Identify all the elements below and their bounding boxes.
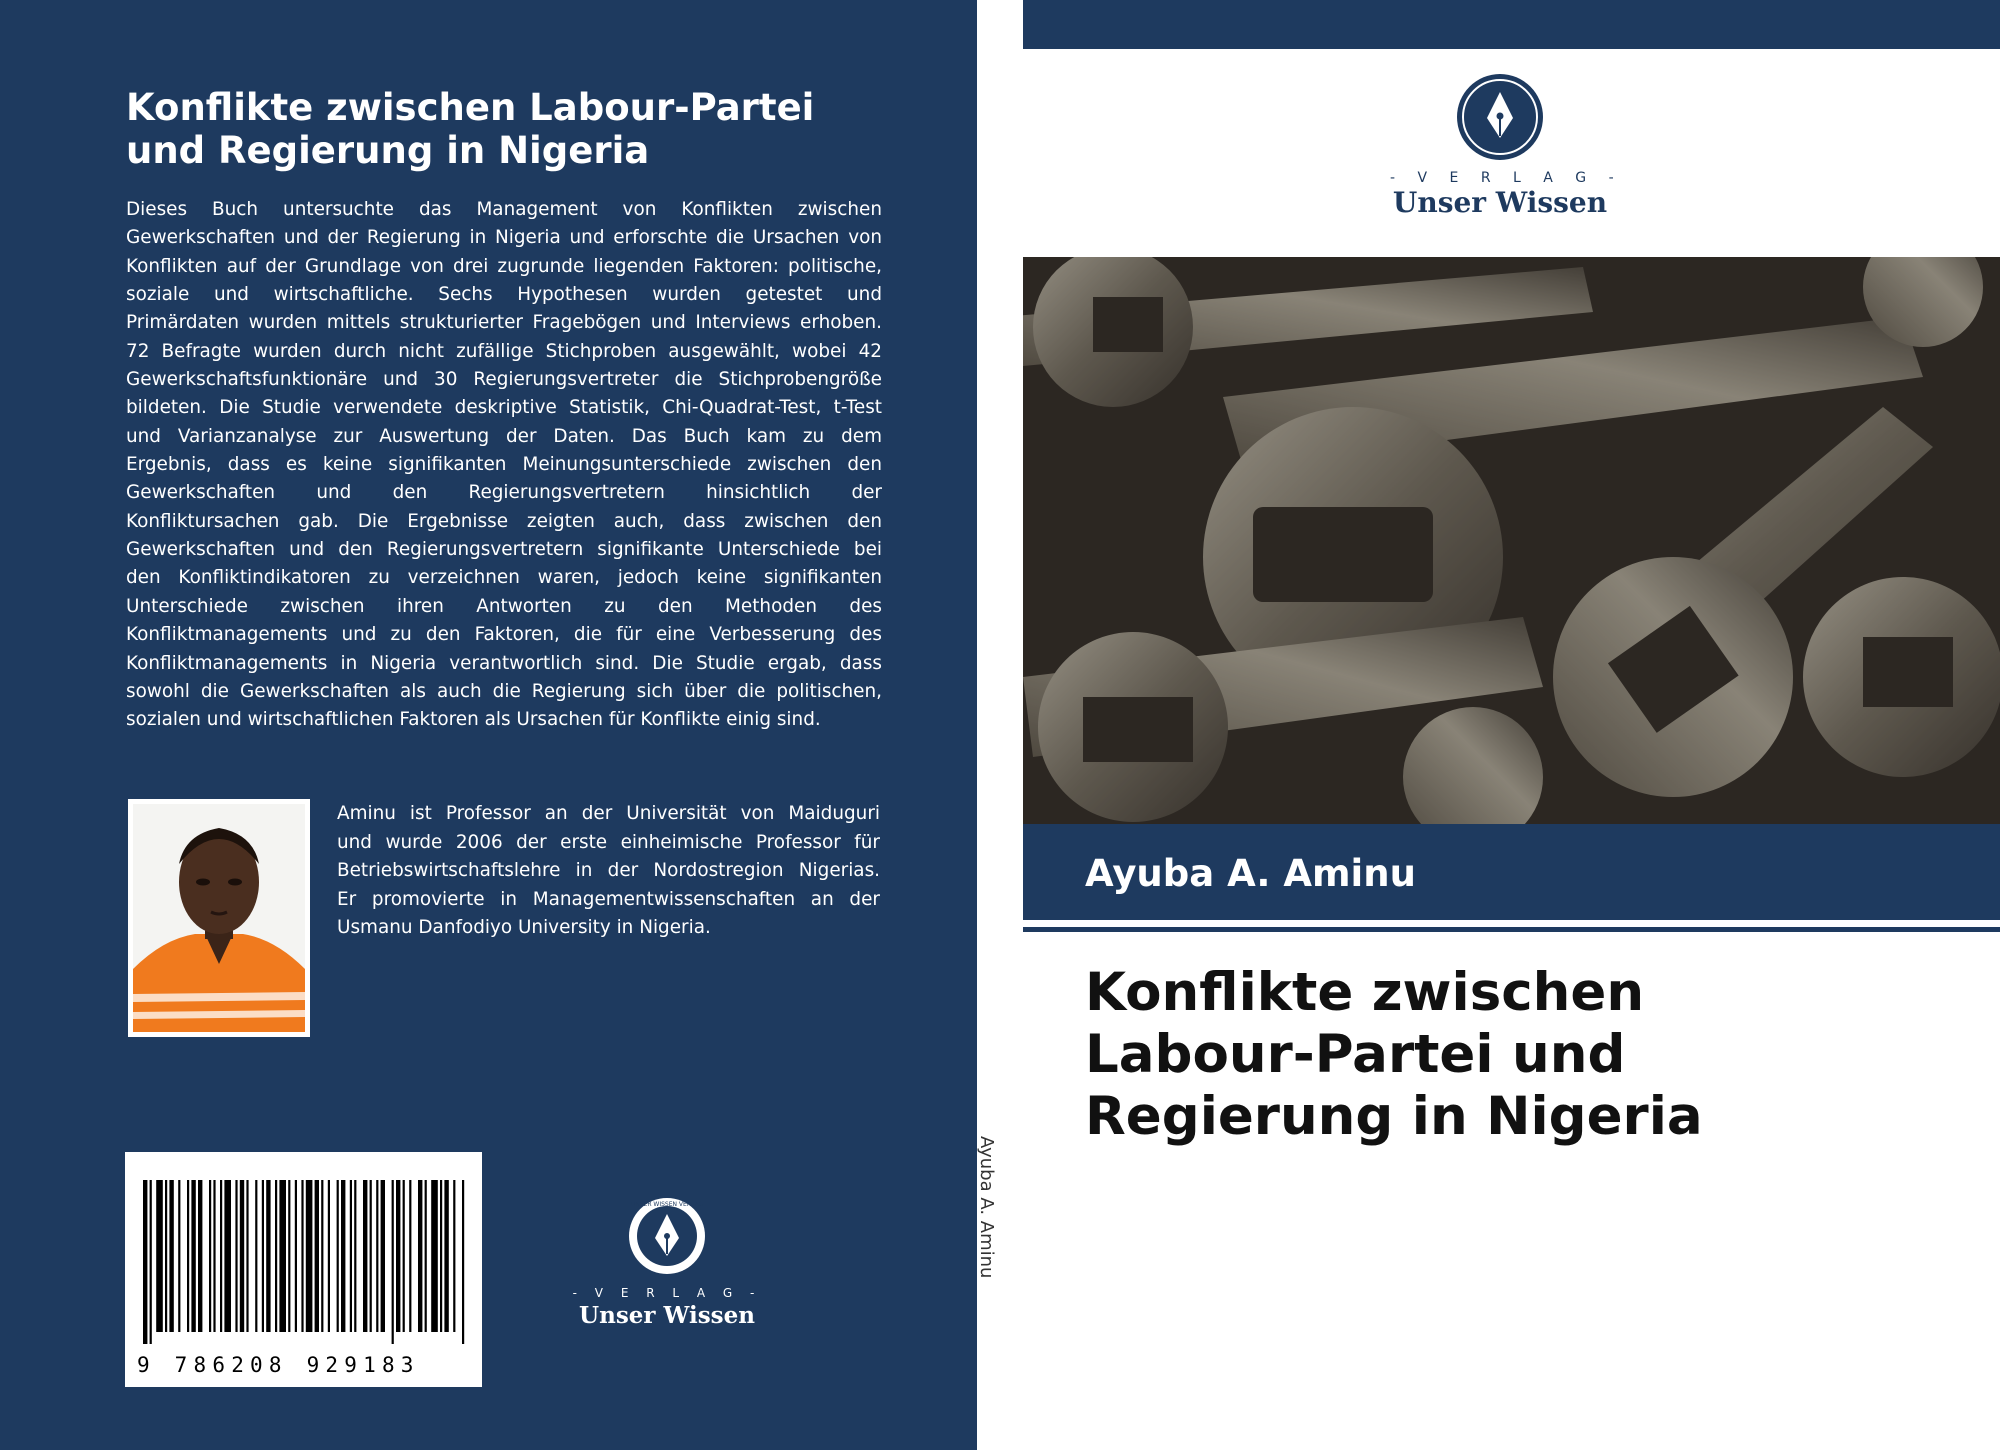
- blurb-line: sowohl die Gewerkschaften als auch die Regierung sich über die politischen,: [126, 680, 882, 702]
- blurb-line: Konfliktursachen gab. Die Ergebnisse zeigten auch, dass zwischen den: [126, 510, 882, 532]
- author-bio: [337, 800, 880, 943]
- barcode-bar: [209, 1180, 211, 1332]
- barcode-bar: [178, 1180, 180, 1332]
- blurb-line: Unterschiede zwischen ihren Antworten zu den Methoden des: [126, 595, 882, 617]
- barcode-bar: [396, 1180, 400, 1332]
- barcode-bar: [409, 1180, 411, 1332]
- blurb-line: Gewerkschaftsfunktionäre und 30 Regierungsvertreter die Stichprobengröße: [126, 369, 882, 391]
- bio-line: Betriebswirtschaftslehre in der Nordostregion Nigerias.: [337, 860, 880, 881]
- logo-verlag-text: - V E R L A G -: [572, 1286, 762, 1300]
- barcode-bar: [143, 1180, 147, 1344]
- barcode-bar: [156, 1180, 163, 1332]
- blurb-line: und Varianzanalyse zur Auswertung der Daten. Das Buch kam zu dem: [126, 425, 882, 447]
- blurb-line: Ergebnis, dass es keine signifikanten Meinungsunterschiede zwischen den: [126, 454, 882, 476]
- barcode-bar: [191, 1180, 195, 1332]
- cover-photo-wrenches: [1023, 257, 2000, 824]
- barcode-bar: [288, 1180, 290, 1332]
- back-cover-title: [126, 86, 886, 172]
- blurb-line: Gewerkschaften und den Regierungsvertretern signifikante Unterschiede bei: [126, 539, 882, 561]
- barcode-bar: [440, 1180, 442, 1332]
- author-band: [1023, 824, 2000, 920]
- barcode-bar: [350, 1180, 352, 1332]
- bio-line: Aminu ist Professor an der Universität von Maiduguri: [337, 803, 880, 824]
- front-title-line: Konflikte zwischen: [1085, 962, 1645, 1023]
- logo-verlag-text: - V E R L A G -: [1390, 170, 1623, 186]
- barcode-bar: [337, 1180, 339, 1332]
- barcode-bar: [255, 1180, 257, 1332]
- barcode-bar: [431, 1180, 438, 1332]
- barcode-bar: [392, 1180, 394, 1344]
- blurb-line: Dieses Buch untersuchte das Management von Konflikten zwischen: [126, 199, 882, 220]
- blurb-line: Konfliktmanagements und zu den Faktoren, die für eine Verbesserung des: [126, 624, 882, 646]
- barcode-bar: [341, 1180, 345, 1332]
- blurb-line: 72 Befragte wurden durch nicht zufällige Stichproben ausgewählt, wobei 42: [126, 340, 882, 362]
- barcode-bar: [301, 1180, 303, 1332]
- logo-publisher-name: Unser Wissen: [579, 1302, 755, 1329]
- front-title-line: Labour-Partei und: [1085, 1024, 1626, 1085]
- barcode-bar: [295, 1180, 297, 1332]
- blurb-line: Primärdaten wurden mittels strukturierter Fragebögen und Interviews erhoben.: [126, 312, 882, 334]
- bio-line: Er promovierte in Managementwissenschaften an der: [337, 888, 880, 910]
- barcode-bars: [125, 1152, 482, 1352]
- spine-author: Ayuba A. Aminu: [976, 1136, 997, 1279]
- barcode-bar: [381, 1180, 385, 1332]
- barcode-bar: [403, 1180, 405, 1332]
- barcode-bar: [275, 1180, 277, 1332]
- author-portrait-image: [133, 804, 305, 1032]
- barcode-bar: [453, 1180, 455, 1332]
- barcode-bar: [220, 1180, 222, 1332]
- barcode-bar: [363, 1180, 367, 1332]
- book-blurb: [126, 196, 882, 735]
- barcode-bar: [165, 1180, 167, 1332]
- front-title-line: Regierung in Nigeria: [1085, 1086, 1703, 1147]
- barcode-bar: [306, 1180, 313, 1332]
- barcode-bar: [418, 1180, 422, 1332]
- barcode-bar: [240, 1180, 244, 1332]
- blurb-line: Gewerkschaften und den Regierungsvertretern hinsichtlich der: [126, 482, 882, 504]
- blurb-line: Gewerkschaften und der Regierung in Nigeria und erforschte die Ursachen von: [126, 227, 882, 249]
- blurb-line: soziale und wirtschaftliche. Sechs Hypothesen wurden getestet und: [126, 284, 882, 306]
- barcode-bar: [262, 1180, 264, 1332]
- barcode-bar: [246, 1180, 248, 1332]
- barcode-bar: [462, 1180, 464, 1344]
- isbn-digits: 9 786208 929183: [137, 1353, 420, 1377]
- barcode-bar: [425, 1180, 427, 1332]
- front-top-band: [1023, 0, 2000, 49]
- divider-line: [1023, 927, 2000, 932]
- barcode-bar: [224, 1180, 231, 1332]
- barcode-bar: [198, 1180, 202, 1332]
- barcode-bar: [213, 1180, 215, 1332]
- isbn-barcode: [125, 1152, 482, 1387]
- barcode-bar: [315, 1180, 319, 1332]
- seal-text: UNSER WISSEN VERLAG: [630, 1201, 704, 1208]
- blurb-line: den Konfliktindikatoren zu verzeichnen waren, jedoch keine signifikanten: [126, 567, 882, 589]
- barcode-bar: [321, 1180, 323, 1332]
- blurb-line: bildeten. Die Studie verwendete deskriptive Statistik, Chi-Quadrat-Test, t-Test: [126, 397, 882, 419]
- barcode-bar: [279, 1180, 286, 1332]
- barcode-bar: [354, 1180, 356, 1332]
- pen-nib-seal-icon: [627, 1196, 707, 1276]
- barcode-bar: [444, 1180, 448, 1332]
- blurb-line: Konflikten auf der Grundlage von drei zugrunde liegenden Faktoren: politische,: [126, 255, 882, 277]
- barcode-bar: [376, 1180, 378, 1332]
- wrenches-image: [1023, 257, 2000, 824]
- barcode-bar: [328, 1180, 330, 1332]
- front-publisher-logo: [1390, 72, 1623, 222]
- front-cover-title: [1085, 962, 1965, 1148]
- back-cover: [0, 0, 977, 1450]
- barcode-bar: [187, 1180, 189, 1332]
- blurb-line: sozialen und wirtschaftlichen Faktoren als Ursachen für Konflikte einig sind.: [126, 709, 821, 731]
- back-title-line: und Regierung in Nigeria: [126, 129, 650, 172]
- bio-line: und wurde 2006 der erste einheimische Professor für: [337, 831, 880, 853]
- logo-publisher-name: Unser Wissen: [1392, 186, 1608, 219]
- barcode-bar: [370, 1180, 372, 1332]
- barcode-bar: [150, 1180, 152, 1344]
- barcode-bar: [266, 1180, 270, 1332]
- pen-nib-logo-icon: [1455, 72, 1545, 162]
- front-author-name: Ayuba A. Aminu: [1085, 852, 1416, 895]
- author-photo: [128, 799, 310, 1037]
- bio-line: Usmanu Danfodiyo University in Nigeria.: [337, 917, 711, 938]
- barcode-bar: [235, 1180, 237, 1332]
- blurb-line: Konfliktmanagements in Nigeria verantwortlich sind. Die Studie ergab, dass: [126, 652, 882, 674]
- back-publisher-logo: [567, 1196, 767, 1336]
- barcode-bar: [169, 1180, 173, 1332]
- back-title-line: Konflikte zwischen Labour-Partei: [126, 86, 815, 129]
